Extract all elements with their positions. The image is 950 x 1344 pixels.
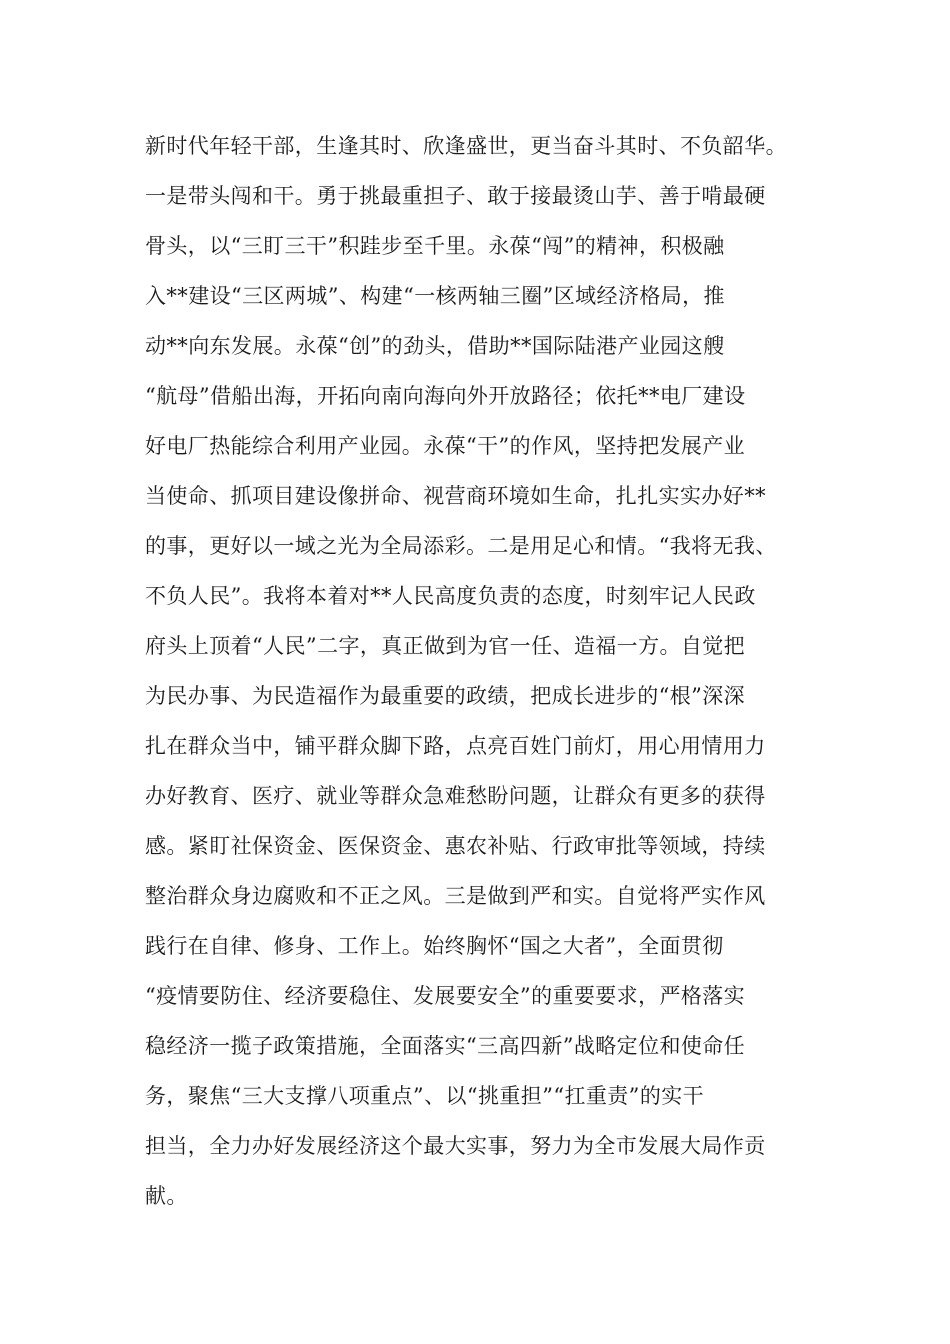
text-line: 一是带头闯和干。勇于挑最重担子、敢于接最烫山芋、善于啃最硬 — [145, 184, 766, 208]
text-line: 稳经济一揽子政策措施，全面落实“三高四新”战略定位和使命任 — [145, 1034, 746, 1058]
text-line: 动**向东发展。永葆“创”的劲头，借助**国际陆港产业园这艘 — [145, 334, 725, 358]
text-line: 的事，更好以一域之光为全局添彩。二是用足心和情。“我将无我、 — [145, 534, 777, 558]
text-line: 感。紧盯社保资金、医保资金、惠农补贴、行政审批等领域，持续 — [145, 834, 766, 858]
text-line: 新时代年轻干部，生逢其时、欣逢盛世，更当奋斗其时、不负韶华。 — [145, 134, 787, 158]
text-line: 整治群众身边腐败和不正之风。三是做到严和实。自觉将严实作风 — [145, 884, 766, 908]
text-line: 骨头，以“三盯三干”积跬步至千里。永葆“闯”的精神，积极融 — [145, 234, 725, 258]
text-line: “疫情要防住、经济要稳住、发展要安全”的重要要求，严格落实 — [145, 984, 746, 1008]
text-line: “航母”借船出海，开拓向南向海向外开放路径；依托**电厂建设 — [145, 384, 746, 408]
text-line: 担当，全力办好发展经济这个最大实事，努力为全市发展大局作贡 — [145, 1134, 766, 1158]
text-line: 践行在自律、修身、工作上。始终胸怀“国之大者”，全面贯彻 — [145, 934, 724, 958]
text-line: 献。 — [145, 1184, 188, 1208]
text-line: 办好教育、医疗、就业等群众急难愁盼问题，让群众有更多的获得 — [145, 784, 766, 808]
text-line: 为民办事、为民造福作为最重要的政绩，把成长进步的“根”深深 — [145, 684, 746, 708]
text-line: 务，聚焦“三大支撑八项重点”、以“挑重担”“扛重责”的实干 — [145, 1084, 705, 1108]
body-paragraph — [145, 128, 845, 1228]
text-line: 当使命、抓项目建设像拼命、视营商环境如生命，扎扎实实办好** — [145, 484, 766, 508]
text-line: 府头上顶着“人民”二字，真正做到为官一任、造福一方。自觉把 — [145, 634, 746, 658]
text-line: 好电厂热能综合利用产业园。永葆“干”的作风，坚持把发展产业 — [145, 434, 746, 458]
text-line: 扎在群众当中，铺平群众脚下路，点亮百姓门前灯，用心用情用力 — [145, 734, 766, 758]
text-line: 入**建设“三区两城”、构建“一核两轴三圈”区域经济格局，推 — [145, 284, 725, 308]
text-line: 不负人民”。我将本着对**人民高度负责的态度，时刻牢记人民政 — [145, 584, 756, 608]
